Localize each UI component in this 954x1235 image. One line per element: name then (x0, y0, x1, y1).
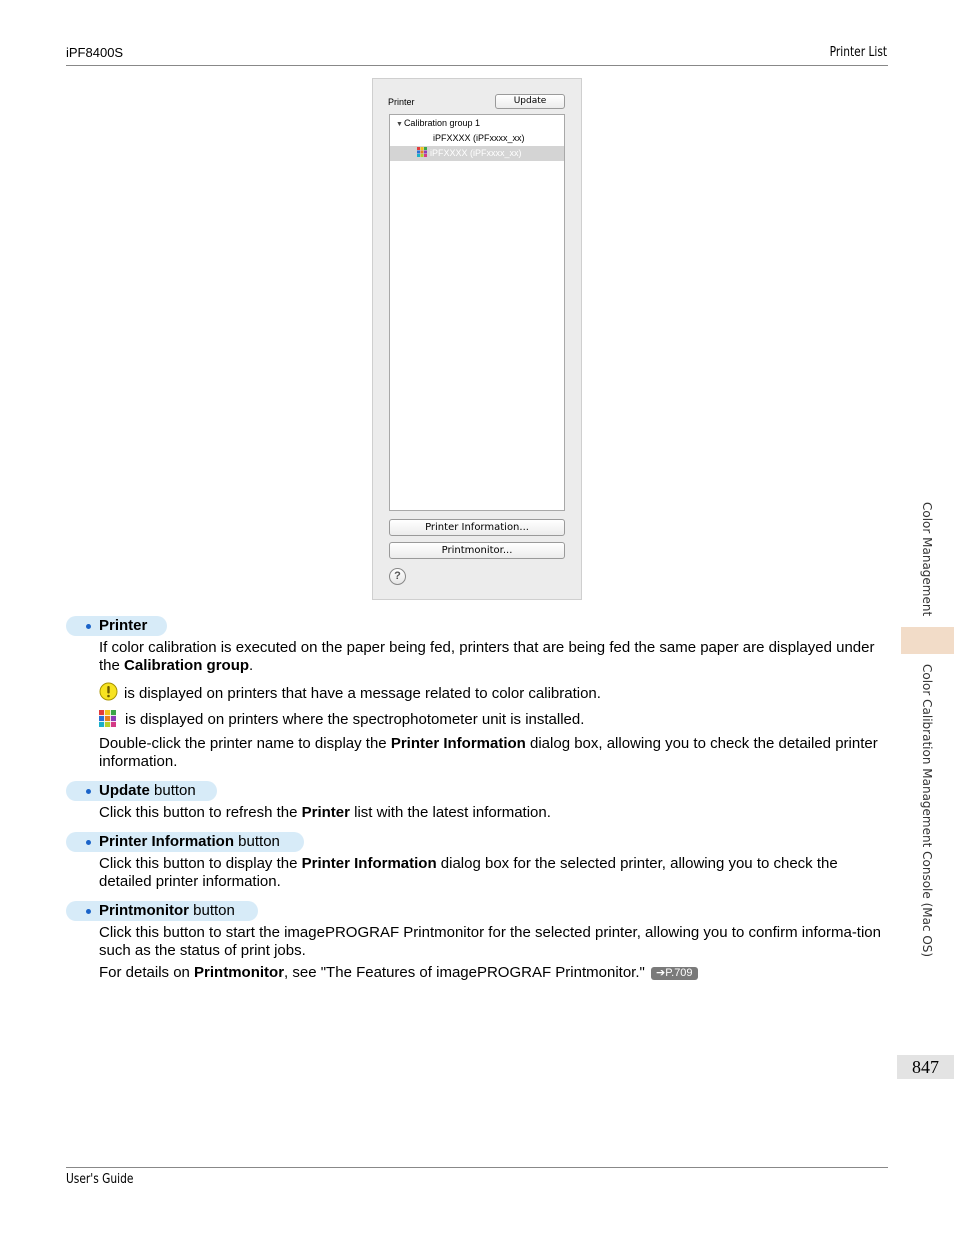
section-heading-printmonitor: Printmonitor button (66, 901, 258, 921)
warning-icon (99, 682, 118, 701)
section-heading-update: Update button (66, 781, 217, 801)
printer-label: Printer (388, 97, 415, 107)
side-tab-color-management: Color Management (920, 502, 934, 617)
list-item-printer-selected[interactable] (390, 146, 564, 161)
header-product: iPF8400S (66, 45, 124, 60)
printmonitor-description: Click this button to start the imagePROGRAF Printmonitor for the selected printer, allowing you to confirm informa-tion such as the status of print jobs. (99, 924, 881, 959)
printer-description: If color calibration is executed on the paper being fed, printers that are being fed the same paper are displayed under the Calibration group. (99, 639, 875, 674)
printmonitor-button[interactable]: Printmonitor... (389, 542, 565, 559)
help-icon[interactable]: ? (389, 568, 406, 585)
update-button[interactable]: Update (495, 94, 565, 109)
printer-panel-screenshot (372, 78, 582, 600)
printmonitor-details: For details on Printmonitor, see "The Features of imagePROGRAF Printmonitor." ➔P.709 (99, 964, 889, 982)
printer-information-description: Click this button to display the Printer Information dialog box for the selected printer, allowing you to check the detailed printer information. (99, 855, 838, 890)
list-item-group[interactable] (390, 116, 564, 131)
header-section: Printer List (829, 45, 887, 60)
disclosure-triangle-icon[interactable]: ▼ (396, 121, 403, 128)
side-tab-console: Color Calibration Management Console (Mac OS) (920, 664, 934, 958)
spectrophotometer-note: is displayed on printers where the spectrophotometer unit is installed. (99, 710, 889, 729)
side-tab-marker (901, 627, 954, 654)
list-item-printer[interactable] (390, 131, 564, 146)
warning-note: is displayed on printers that have a message related to color calibration. (99, 682, 889, 703)
section-heading-printer-information: Printer Information button (66, 832, 304, 852)
printer-name: iPFXXXX (iPFxxxx_xx) (433, 133, 525, 143)
double-click-note: Double-click the printer name to display the Printer Information dialog box, allowing you to check the detailed printer information. (99, 735, 878, 770)
group-label: Calibration group 1 (403, 118, 480, 128)
footer-rule (66, 1167, 888, 1168)
update-description: Click this button to refresh the Printer list with the latest information. (99, 804, 551, 821)
spectrophotometer-icon (417, 147, 427, 157)
page-number: 847 (897, 1055, 954, 1079)
printer-information-button[interactable]: Printer Information... (389, 519, 565, 536)
page-reference-link[interactable]: ➔P.709 (651, 967, 698, 980)
footer-guide: User's Guide (66, 1172, 134, 1187)
printer-list[interactable] (389, 114, 565, 511)
spectrophotometer-icon (99, 710, 116, 727)
section-heading-printer: Printer (66, 616, 167, 636)
header-rule (66, 65, 888, 66)
printer-name: iPFXXXX (iPFxxxx_xx) (430, 148, 522, 158)
